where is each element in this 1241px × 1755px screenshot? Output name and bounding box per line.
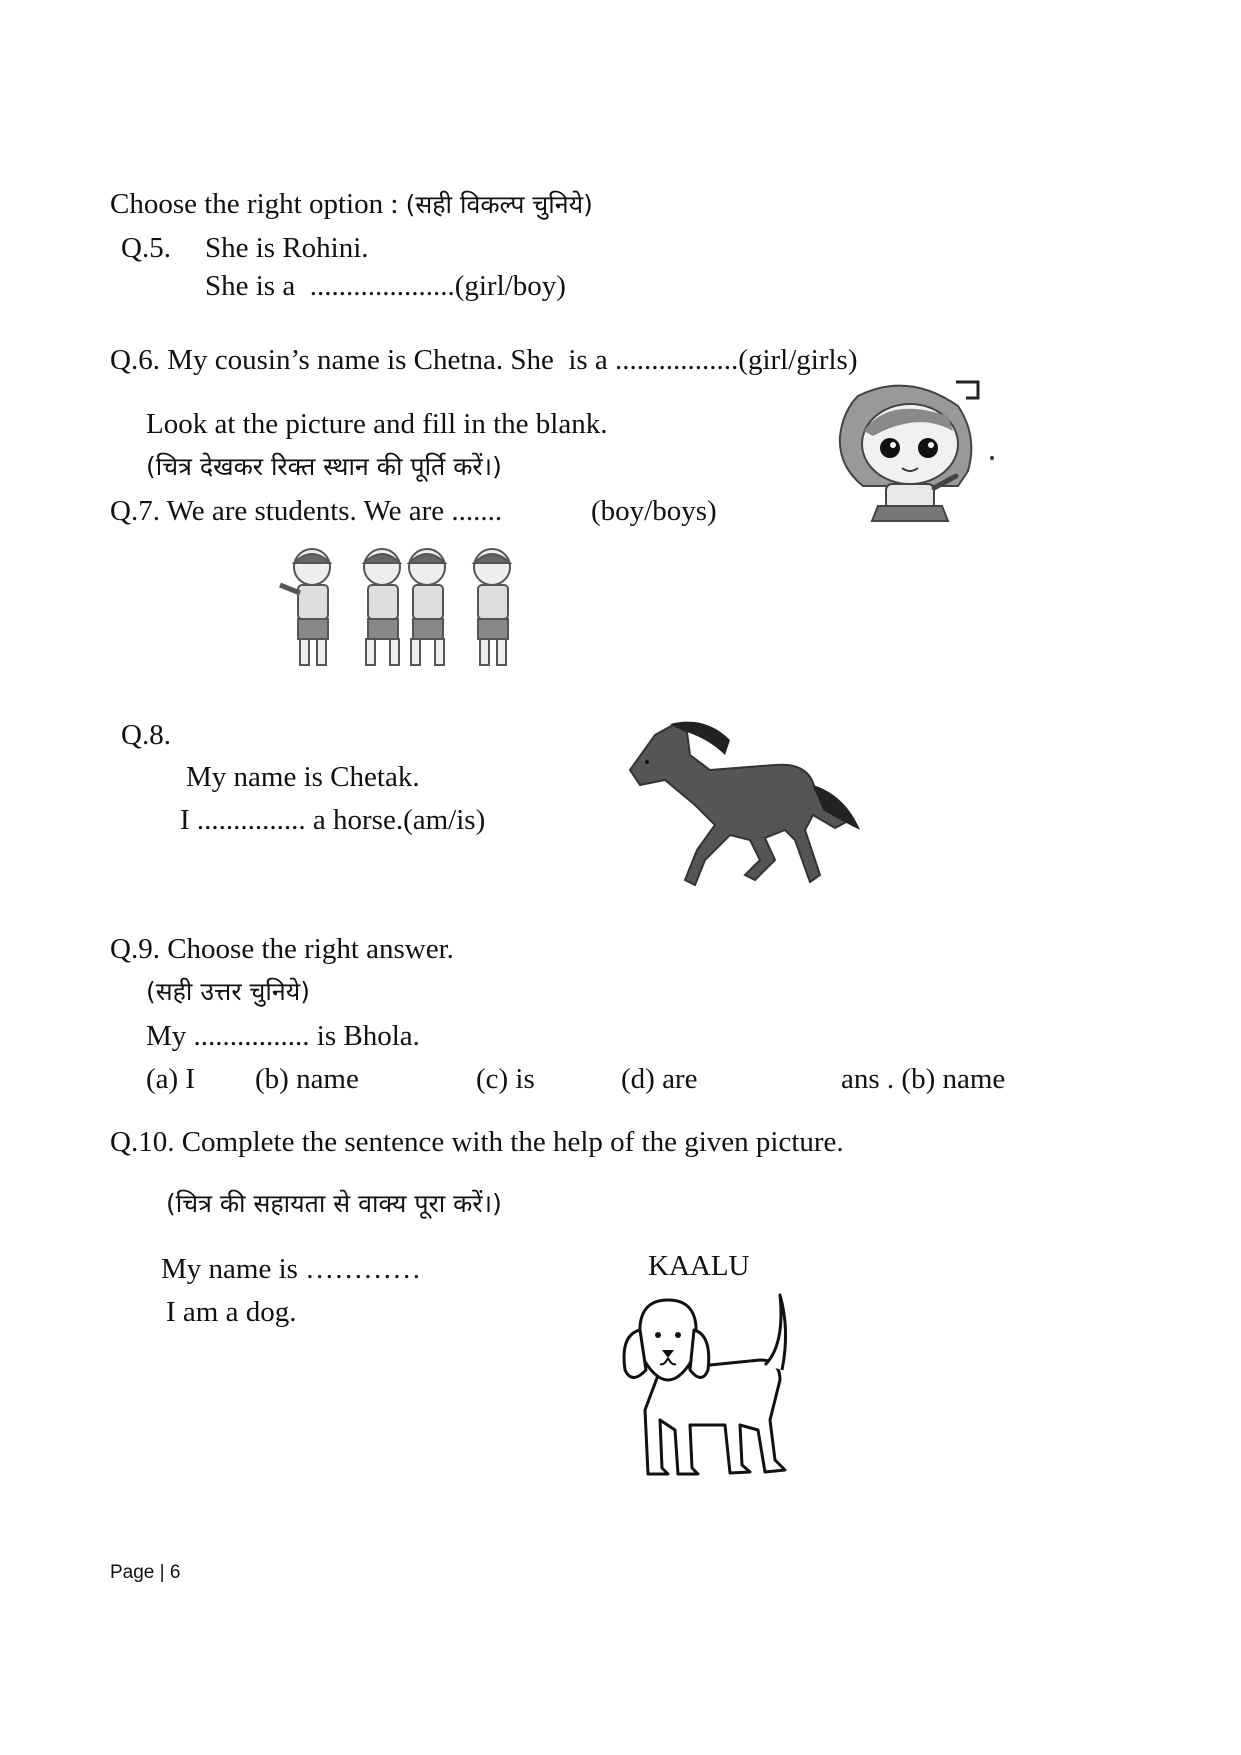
look-instruction: Look at the picture and fill in the blank. <box>146 408 608 440</box>
dog-icon <box>620 1290 795 1480</box>
q8-line1: My name is Chetak. <box>186 761 420 793</box>
q9-text: Q.9. Choose the right answer. <box>110 933 454 965</box>
q9-hindi: (सही उत्तर चुनिये) <box>146 977 310 1006</box>
horse-icon <box>625 710 865 895</box>
look-instruction-hindi: (चित्र देखकर रिक्त स्थान की पूर्ति करें।) <box>146 452 502 481</box>
q10-text: Q.10. Complete the sentence with the help of the given picture. <box>110 1126 844 1158</box>
q9-sentence: My ................ is Bhola. <box>146 1020 420 1052</box>
q5-number: Q.5. <box>121 232 171 264</box>
q9-option-d: (d) are <box>621 1063 698 1095</box>
boys-group-icon <box>270 545 530 675</box>
q10-line1: My name is ………… <box>161 1253 422 1285</box>
q9-option-c: (c) is <box>476 1063 535 1095</box>
q10-hindi: (चित्र की सहायता से वाक्य पूरा करें।) <box>166 1189 502 1218</box>
q9-answer: ans . (b) name <box>841 1063 1006 1095</box>
instruction-text: Choose the right option : <box>110 188 406 220</box>
q9-option-a: (a) I <box>146 1063 196 1095</box>
dog-label: KAALU <box>648 1250 750 1282</box>
q8-number: Q.8. <box>121 719 171 751</box>
instruction <box>110 187 593 222</box>
instruction-hindi: (सही विकल्प चुनिये) <box>405 190 593 219</box>
q5-line1: She is Rohini. <box>205 232 369 264</box>
q5-line2: She is a ....................(girl/boy) <box>205 270 566 302</box>
q9-option-b: (b) name <box>255 1063 359 1095</box>
girl-cartoon-icon <box>828 376 996 526</box>
q6-text: Q.6. My cousin’s name is Chetna. She is a .................(girl/girls) <box>110 344 858 376</box>
q10-line2: I am a dog. <box>166 1296 297 1328</box>
q7-options: (boy/boys) <box>591 495 717 527</box>
q7-text: Q.7. We are students. We are ....... <box>110 495 503 527</box>
page-number: Page | 6 <box>110 1562 181 1583</box>
q8-line2: I ............... a horse.(am/is) <box>180 804 486 836</box>
